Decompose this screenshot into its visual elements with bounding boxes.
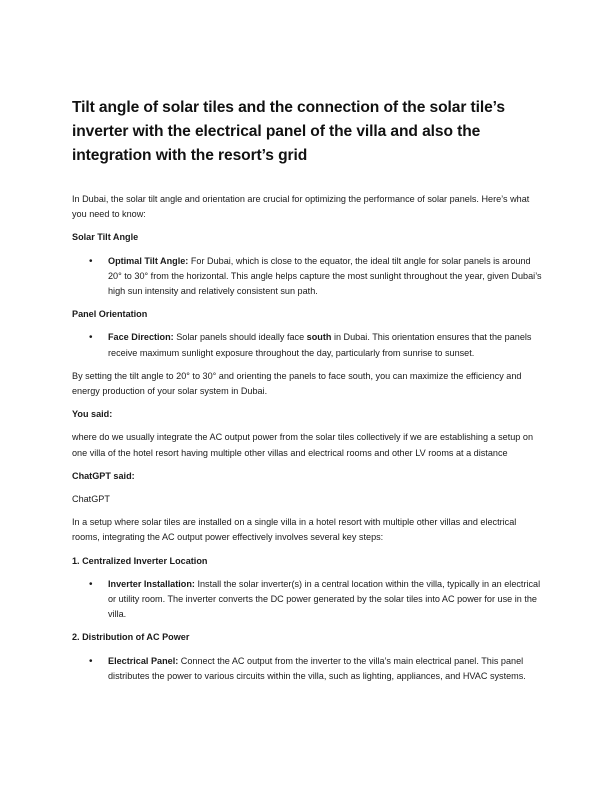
chatgpt-said-label: ChatGPT said: bbox=[72, 470, 135, 481]
intro-paragraph: In Dubai, the solar tilt angle and orientation are crucial for optimizing the performance of solar panels. Here’s what you need to know: bbox=[72, 194, 530, 220]
you-said-label: You said: bbox=[72, 409, 113, 420]
step-heading-centralized-inverter: 1. Centralized Inverter Location bbox=[72, 555, 208, 566]
bullet-lead: Face Direction: bbox=[108, 332, 174, 343]
list-item bbox=[72, 254, 542, 300]
list-item bbox=[72, 577, 542, 623]
question-paragraph: where do we usually integrate the AC output power from the solar tiles collectively if we are establishing a setup on one villa of the hotel resort having multiple other villas and electrical rooms and other LV rooms at a distance bbox=[72, 432, 533, 458]
bullet-emphasis: south bbox=[306, 332, 332, 343]
section-heading-solar-tilt: Solar Tilt Angle bbox=[72, 232, 139, 243]
bullet-text: Solar panels should ideally face bbox=[173, 332, 307, 343]
bullet-lead: Inverter Installation: bbox=[108, 578, 195, 589]
bullet-text: Connect the AC output from the inverter to the villa’s main electrical panel. This panel distributes the power to various circuits within the villa, such as lighting, appliances, and HVAC systems. bbox=[108, 655, 526, 681]
bullet-lead: Optimal Tilt Angle: bbox=[108, 255, 189, 266]
bullet-lead: Electrical Panel: bbox=[108, 655, 179, 666]
list-item bbox=[72, 654, 542, 684]
list-item bbox=[72, 330, 542, 360]
tilt-list bbox=[72, 254, 542, 300]
orientation-list bbox=[72, 330, 542, 360]
section-heading-panel-orientation: Panel Orientation bbox=[72, 309, 148, 320]
summary-paragraph: By setting the tilt angle to 20° to 30° and orienting the panels to face south, you can maximize the efficiency and energy production of your solar system in Dubai. bbox=[72, 370, 522, 397]
step-2-list bbox=[72, 654, 542, 684]
bullet-text: For Dubai, which is close to the equator, the ideal tilt angle for solar panels is around 20° to 30° from the horizontal. This angle helps capture the most sunlight throughout the year, given Dubai’s high sun intensity and relatively consistent sun path. bbox=[108, 255, 542, 297]
step-heading-distribution: 2. Distribution of AC Power bbox=[72, 632, 190, 643]
document-title: Tilt angle of solar tiles and the connection of the solar tile’s inverter with the electrical panel of the villa and also the integration with the resort’s grid bbox=[72, 99, 505, 164]
answer-intro-paragraph: In a setup where solar tiles are installed on a single villa in a hotel resort with multiple other villas and electrical rooms, integrating the AC output power effectively involves several key steps: bbox=[72, 517, 517, 543]
chatgpt-label: ChatGPT bbox=[72, 494, 110, 505]
bullet-text: in Dubai. This orientation ensures that the panels receive maximum sunlight exposure throughout the day, particularly from sunrise to sunset. bbox=[108, 332, 532, 358]
step-1-list bbox=[72, 577, 542, 623]
bullet-text: Install the solar inverter(s) in a central location within the villa, typically in an electrical or utility room. The inverter converts the DC power generated by the solar tiles into AC power for use in the villa. bbox=[108, 578, 541, 620]
